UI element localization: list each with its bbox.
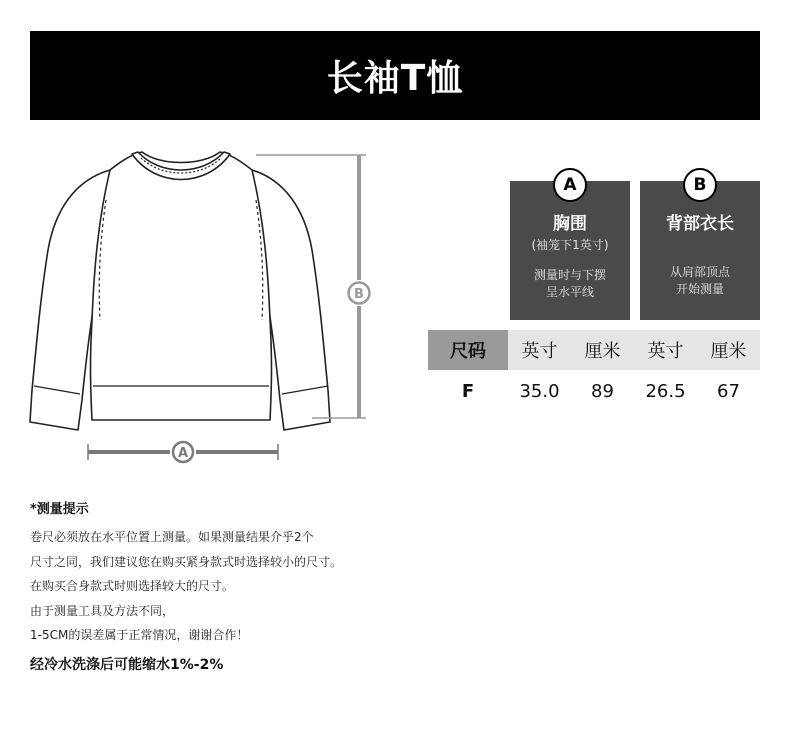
row-b-inch: 26.5 xyxy=(645,380,686,402)
header-a-inch: 英寸 xyxy=(521,341,558,362)
notes-title: *测量提示 xyxy=(30,502,89,517)
note-line: 尺寸之同，我们建议您在购买紧身款式时选择较小的尺寸。 xyxy=(30,554,343,569)
measure-a-desc-2: 呈水平线 xyxy=(545,285,594,299)
header-a-cm: 厘米 xyxy=(584,341,621,362)
row-a-inch: 35.0 xyxy=(519,380,560,402)
row-size: F xyxy=(461,380,475,402)
title-bar xyxy=(30,31,760,120)
measure-b-title: 背部衣长 xyxy=(666,214,734,234)
row-a-cm: 89 xyxy=(591,380,614,402)
note-line: 1-5CM的误差属于正常情况，谢谢合作！ xyxy=(30,628,249,642)
measure-a-label: A xyxy=(177,446,189,461)
header-b-inch: 英寸 xyxy=(647,341,684,362)
measure-a-desc-1: 测量时与下摆 xyxy=(533,268,606,282)
header-size: 尺码 xyxy=(428,330,508,370)
measure-b-badge: B xyxy=(683,168,717,202)
measure-a-title: 胸围 xyxy=(553,214,587,234)
measurement-notes xyxy=(30,498,342,674)
note-line: 在购买合身款式时则选择较大的尺寸。 xyxy=(30,579,235,593)
header-b-cm: 厘米 xyxy=(710,341,747,362)
measure-b-label: B xyxy=(354,287,364,302)
table-row xyxy=(428,372,760,410)
measure-b-desc-2: 开始测量 xyxy=(675,282,724,296)
page-title: 长袖T恤 xyxy=(326,58,464,99)
size-table-header xyxy=(428,330,760,370)
measure-a-badge: A xyxy=(553,168,587,202)
row-b-cm: 67 xyxy=(717,380,740,402)
note-line: 由于测量工具及方法不同， xyxy=(30,603,175,618)
measure-a-subtitle: (袖笼下1英寸) xyxy=(531,238,609,252)
sweatshirt-diagram xyxy=(20,140,380,470)
measure-b-desc-1: 从肩部顶点 xyxy=(669,265,730,279)
shrink-warning: 经冷水洗涤后可能缩水1%-2% xyxy=(30,656,224,673)
note-line: 卷尺必须放在水平位置上测量。如果测量结果介乎2个 xyxy=(30,530,314,544)
